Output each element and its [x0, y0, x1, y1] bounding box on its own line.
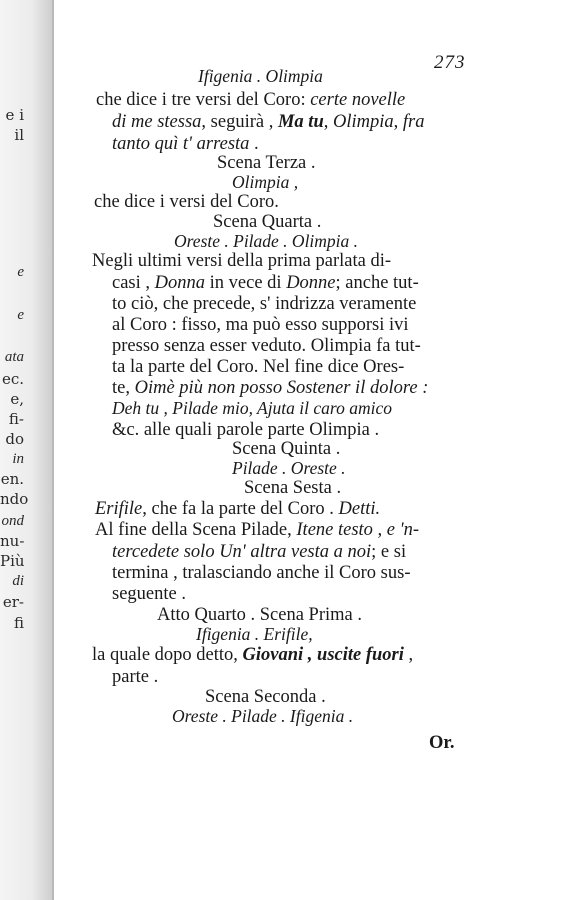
text-line: to ciò, che precede, s' indrizza veramente	[112, 294, 417, 314]
act-heading: Atto Quarto . Scena Prima .	[157, 605, 362, 625]
text-line: Erifile, che fa la parte del Coro . Detti.	[95, 499, 381, 519]
catchword: Or.	[429, 733, 455, 753]
text-line: &c. alle quali parole parte Olimpia .	[112, 420, 380, 440]
text-line: Deh tu , Pilade mio, Ajuta il caro amico	[112, 398, 392, 418]
text-line: presso senza esser veduto. Olimpia fa tut-	[112, 336, 421, 356]
text-line: Al fine della Scena Pilade, Itene testo , e 'n-	[95, 520, 420, 540]
facing-page-fragment: ec.	[1, 370, 24, 388]
text-line: che dice i tre versi del Coro: certe novelle	[96, 90, 406, 110]
scene-characters: Oreste . Pilade . Ifigenia .	[172, 706, 354, 726]
scene-heading: Scena Sesta .	[244, 478, 342, 498]
scene-characters: Oreste . Pilade . Olimpia .	[174, 231, 359, 251]
text-line: seguente .	[112, 584, 186, 604]
facing-page-fragment: e,	[10, 390, 24, 408]
facing-page-fragment: fi	[13, 614, 24, 632]
scene-heading: Scena Quinta .	[232, 439, 341, 459]
scene-heading: Scena Terza .	[217, 153, 316, 173]
text-line: te, Oimè più non posso Sostener il dolore :	[112, 378, 429, 398]
facing-page-fragment: e	[17, 307, 24, 323]
page-number: 273	[434, 52, 466, 73]
text-line: al Coro : fisso, ma può esso supporsi ivi	[112, 315, 409, 335]
facing-page-fragment: ndo	[0, 490, 29, 508]
facing-page-fragment: fi-	[8, 410, 24, 428]
facing-page-fragment: in	[12, 451, 24, 467]
facing-page-fragment: er-	[2, 593, 24, 611]
scene-characters: Olimpia ,	[232, 172, 299, 192]
scene-heading: Scena Seconda .	[205, 687, 326, 707]
facing-page-fragment: e	[17, 264, 24, 280]
facing-page-fragment: Più	[0, 552, 25, 570]
text-line: termina , tralasciando anche il Coro sus-	[112, 563, 411, 583]
facing-page-fragment: en.	[0, 470, 24, 488]
text-line: parte .	[112, 667, 159, 687]
text-line: Negli ultimi versi della prima parlata di-	[92, 251, 391, 271]
text-line: tercedete solo Un' altra vesta a noi; e si	[112, 542, 407, 562]
scene-characters: Ifigenia . Olimpia	[198, 66, 323, 86]
text-line: ta la parte del Coro. Nel fine dice Ores-	[112, 357, 405, 377]
facing-page-fragment: ata	[4, 349, 24, 365]
text-line: tanto quì t' arresta .	[112, 134, 259, 154]
text-line: di me stessa, seguirà , Ma tu, Olimpia, fra	[112, 112, 425, 132]
binding-fold	[52, 0, 54, 900]
scene-characters: Pilade . Oreste .	[232, 458, 346, 478]
facing-page-fragment: il	[14, 126, 24, 144]
scene-characters: Ifigenia . Erifile,	[196, 624, 313, 644]
text-line: che dice i versi del Coro.	[94, 192, 279, 212]
text-line: la quale dopo detto, Giovani , uscite fuori ,	[92, 645, 414, 665]
facing-page-fragment: e i	[5, 106, 24, 124]
facing-page-fragment: do	[5, 430, 24, 448]
facing-page-fragment: di	[12, 573, 24, 589]
facing-page-fragment: nu-	[0, 532, 25, 550]
scene-heading: Scena Quarta .	[213, 212, 322, 232]
text-line: casi , Donna in vece di Donne; anche tut-	[112, 273, 419, 293]
facing-page-fragment: ond	[1, 513, 24, 529]
